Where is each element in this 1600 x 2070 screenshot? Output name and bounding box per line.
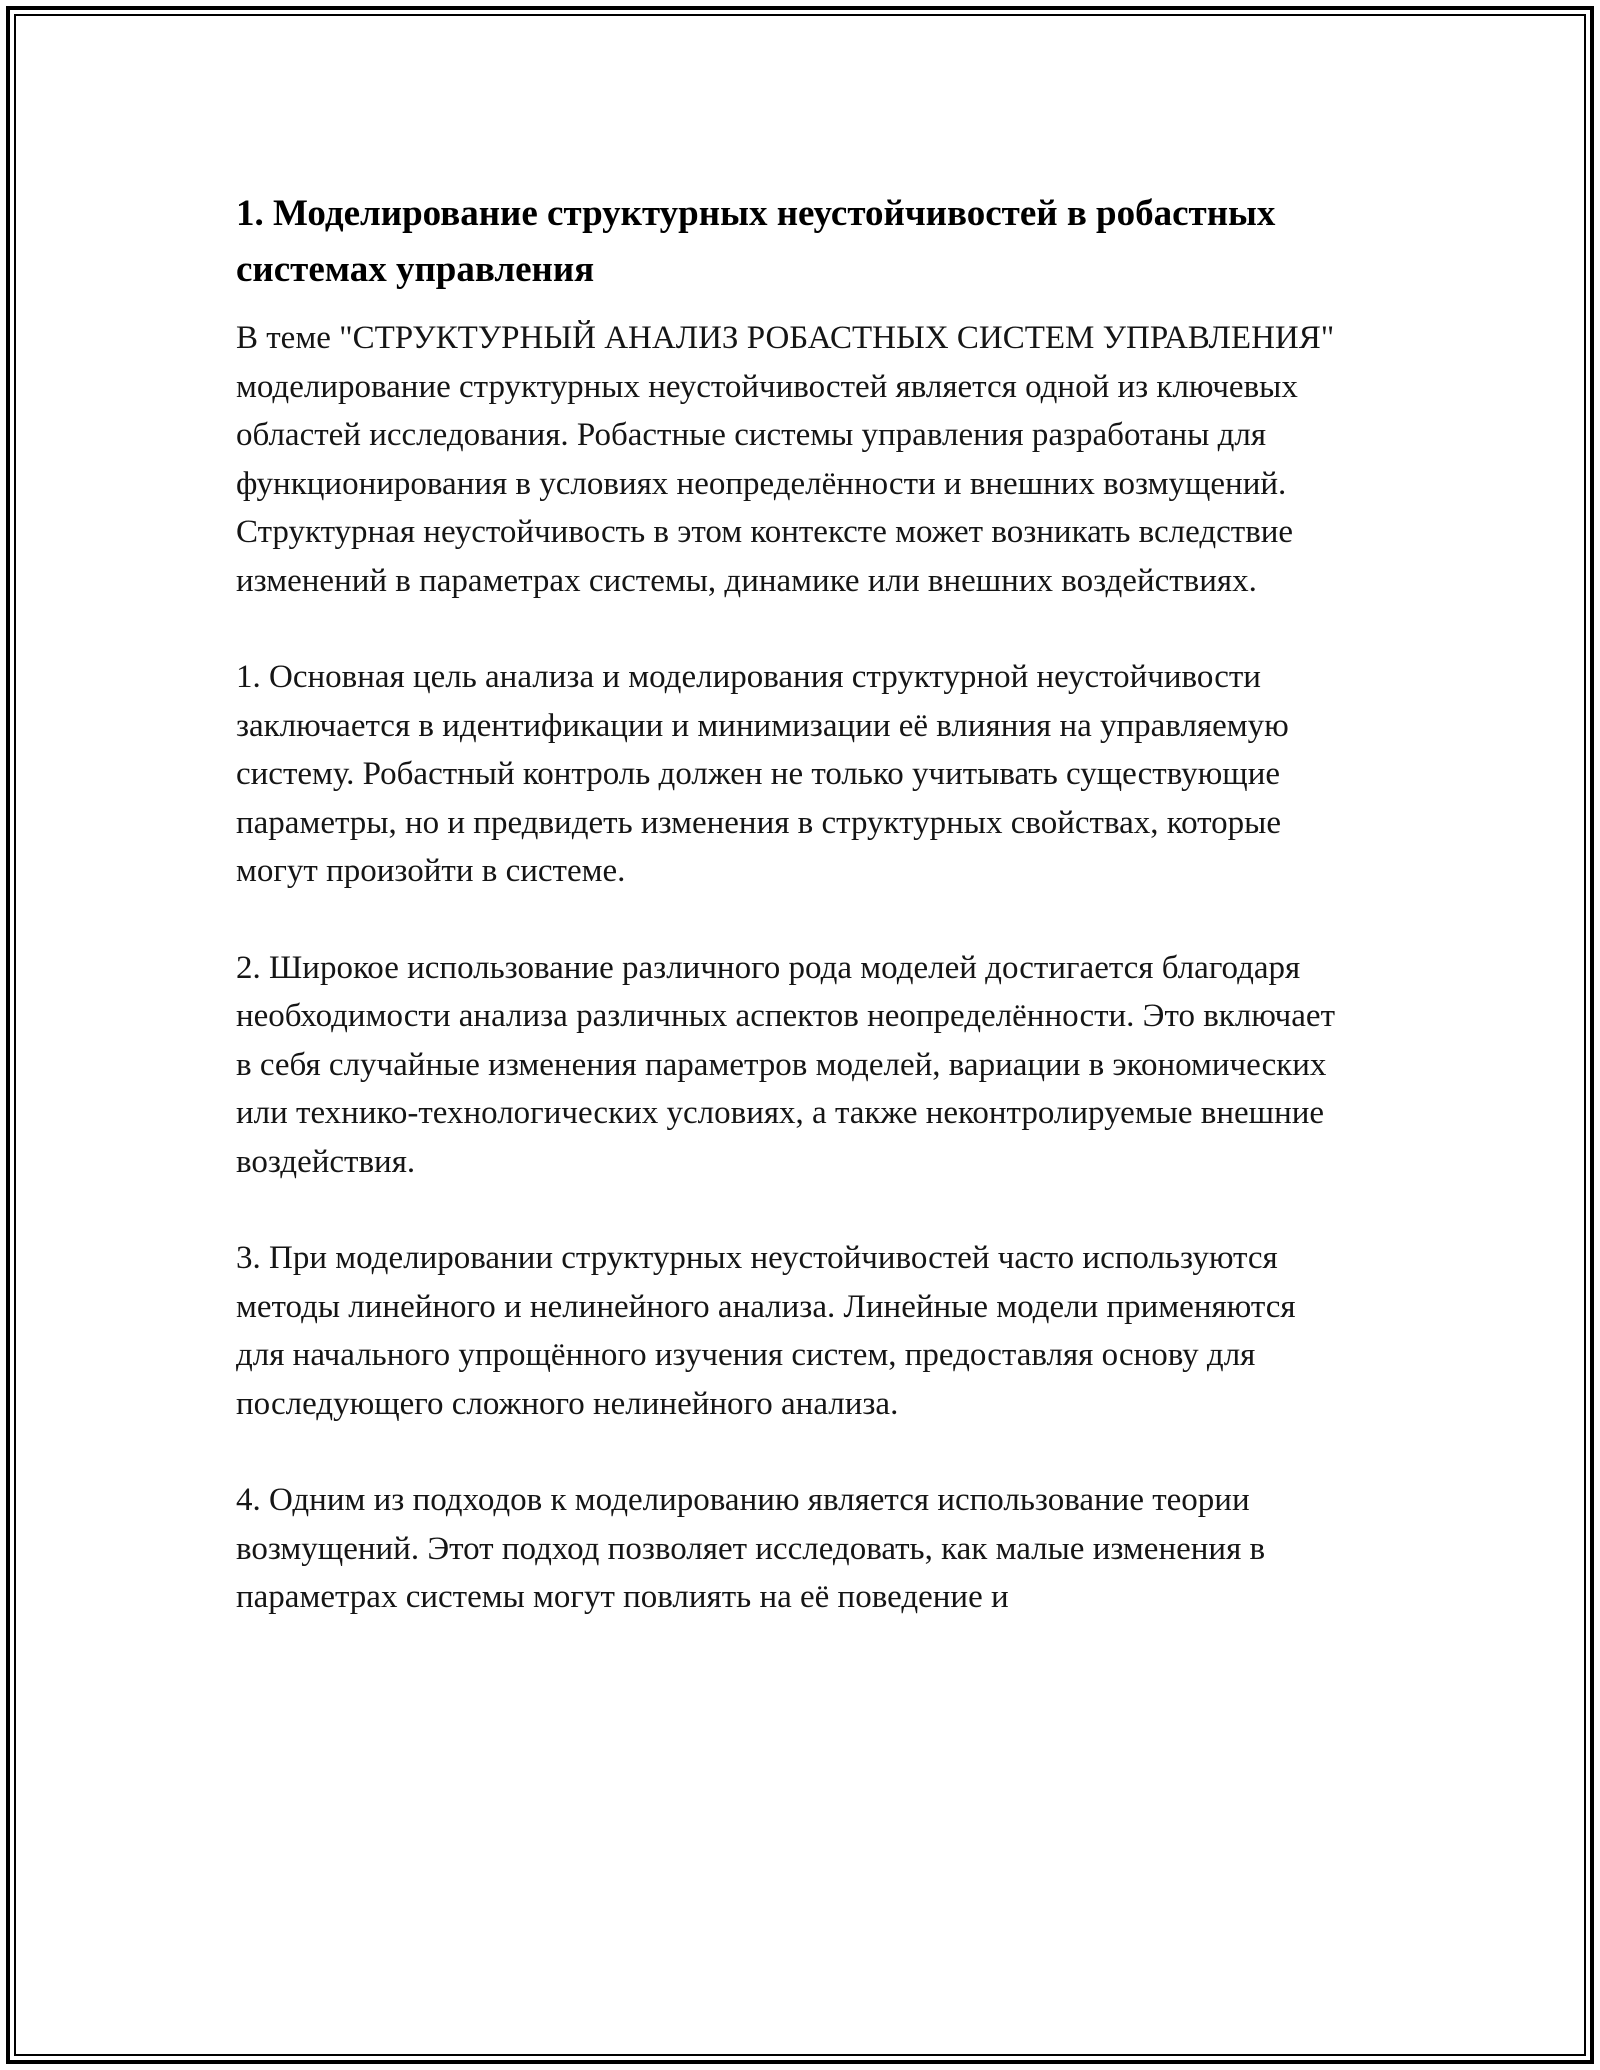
intro-paragraph: В теме "СТРУКТУРНЫЙ АНАЛИЗ РОБАСТНЫХ СИСТЕМ УПРАВЛЕНИЯ" моделирование структурных неустойчивостей является одной из ключевых областей исследования. Робастные системы управления разработаны для функционирования в условиях неопределённости и внешних возмущений. Структурная неустойчивость в этом контексте может возникать вследствие изменений в параметрах системы, динамике или внешних воздействиях. xyxy=(236,320,1335,599)
paragraph-item-3: 3. При моделировании структурных неустойчивостей часто используются методы линейного и нелинейного анализа. Линейные модели применяются для начального упрощённого изучения систем, предоставляя основу для последующего сложного нелинейного анализа. xyxy=(236,1240,1296,1422)
document-body xyxy=(236,186,1346,1670)
paragraph-item-2: 2. Широкое использование различного рода моделей достигается благодаря необходимости анализа различных аспектов неопределённости. Это включает в себя случайные изменения параметров моделей, вариации в экономических или технико-технологических условиях, а также неконтролируемые внешние воздействия. xyxy=(236,949,1335,1180)
section-heading: 1. Моделирование структурных неустойчивостей в робастных системах управления xyxy=(236,193,1276,290)
paragraph-item-1: 1. Основная цель анализа и моделирования структурной неустойчивости заключается в идентификации и минимизации её влияния на управляемую систему. Робастный контроль должен не только учитывать существующие параметры, но и предвидеть изменения в структурных свойствах, которые могут произойти в системе. xyxy=(236,659,1289,889)
paragraph-item-4: 4. Одним из подходов к моделированию является использование теории возмущений. Этот подход позволяет исследовать, как малые изменения в параметрах системы могут повлиять на её поведение и xyxy=(236,1482,1266,1615)
